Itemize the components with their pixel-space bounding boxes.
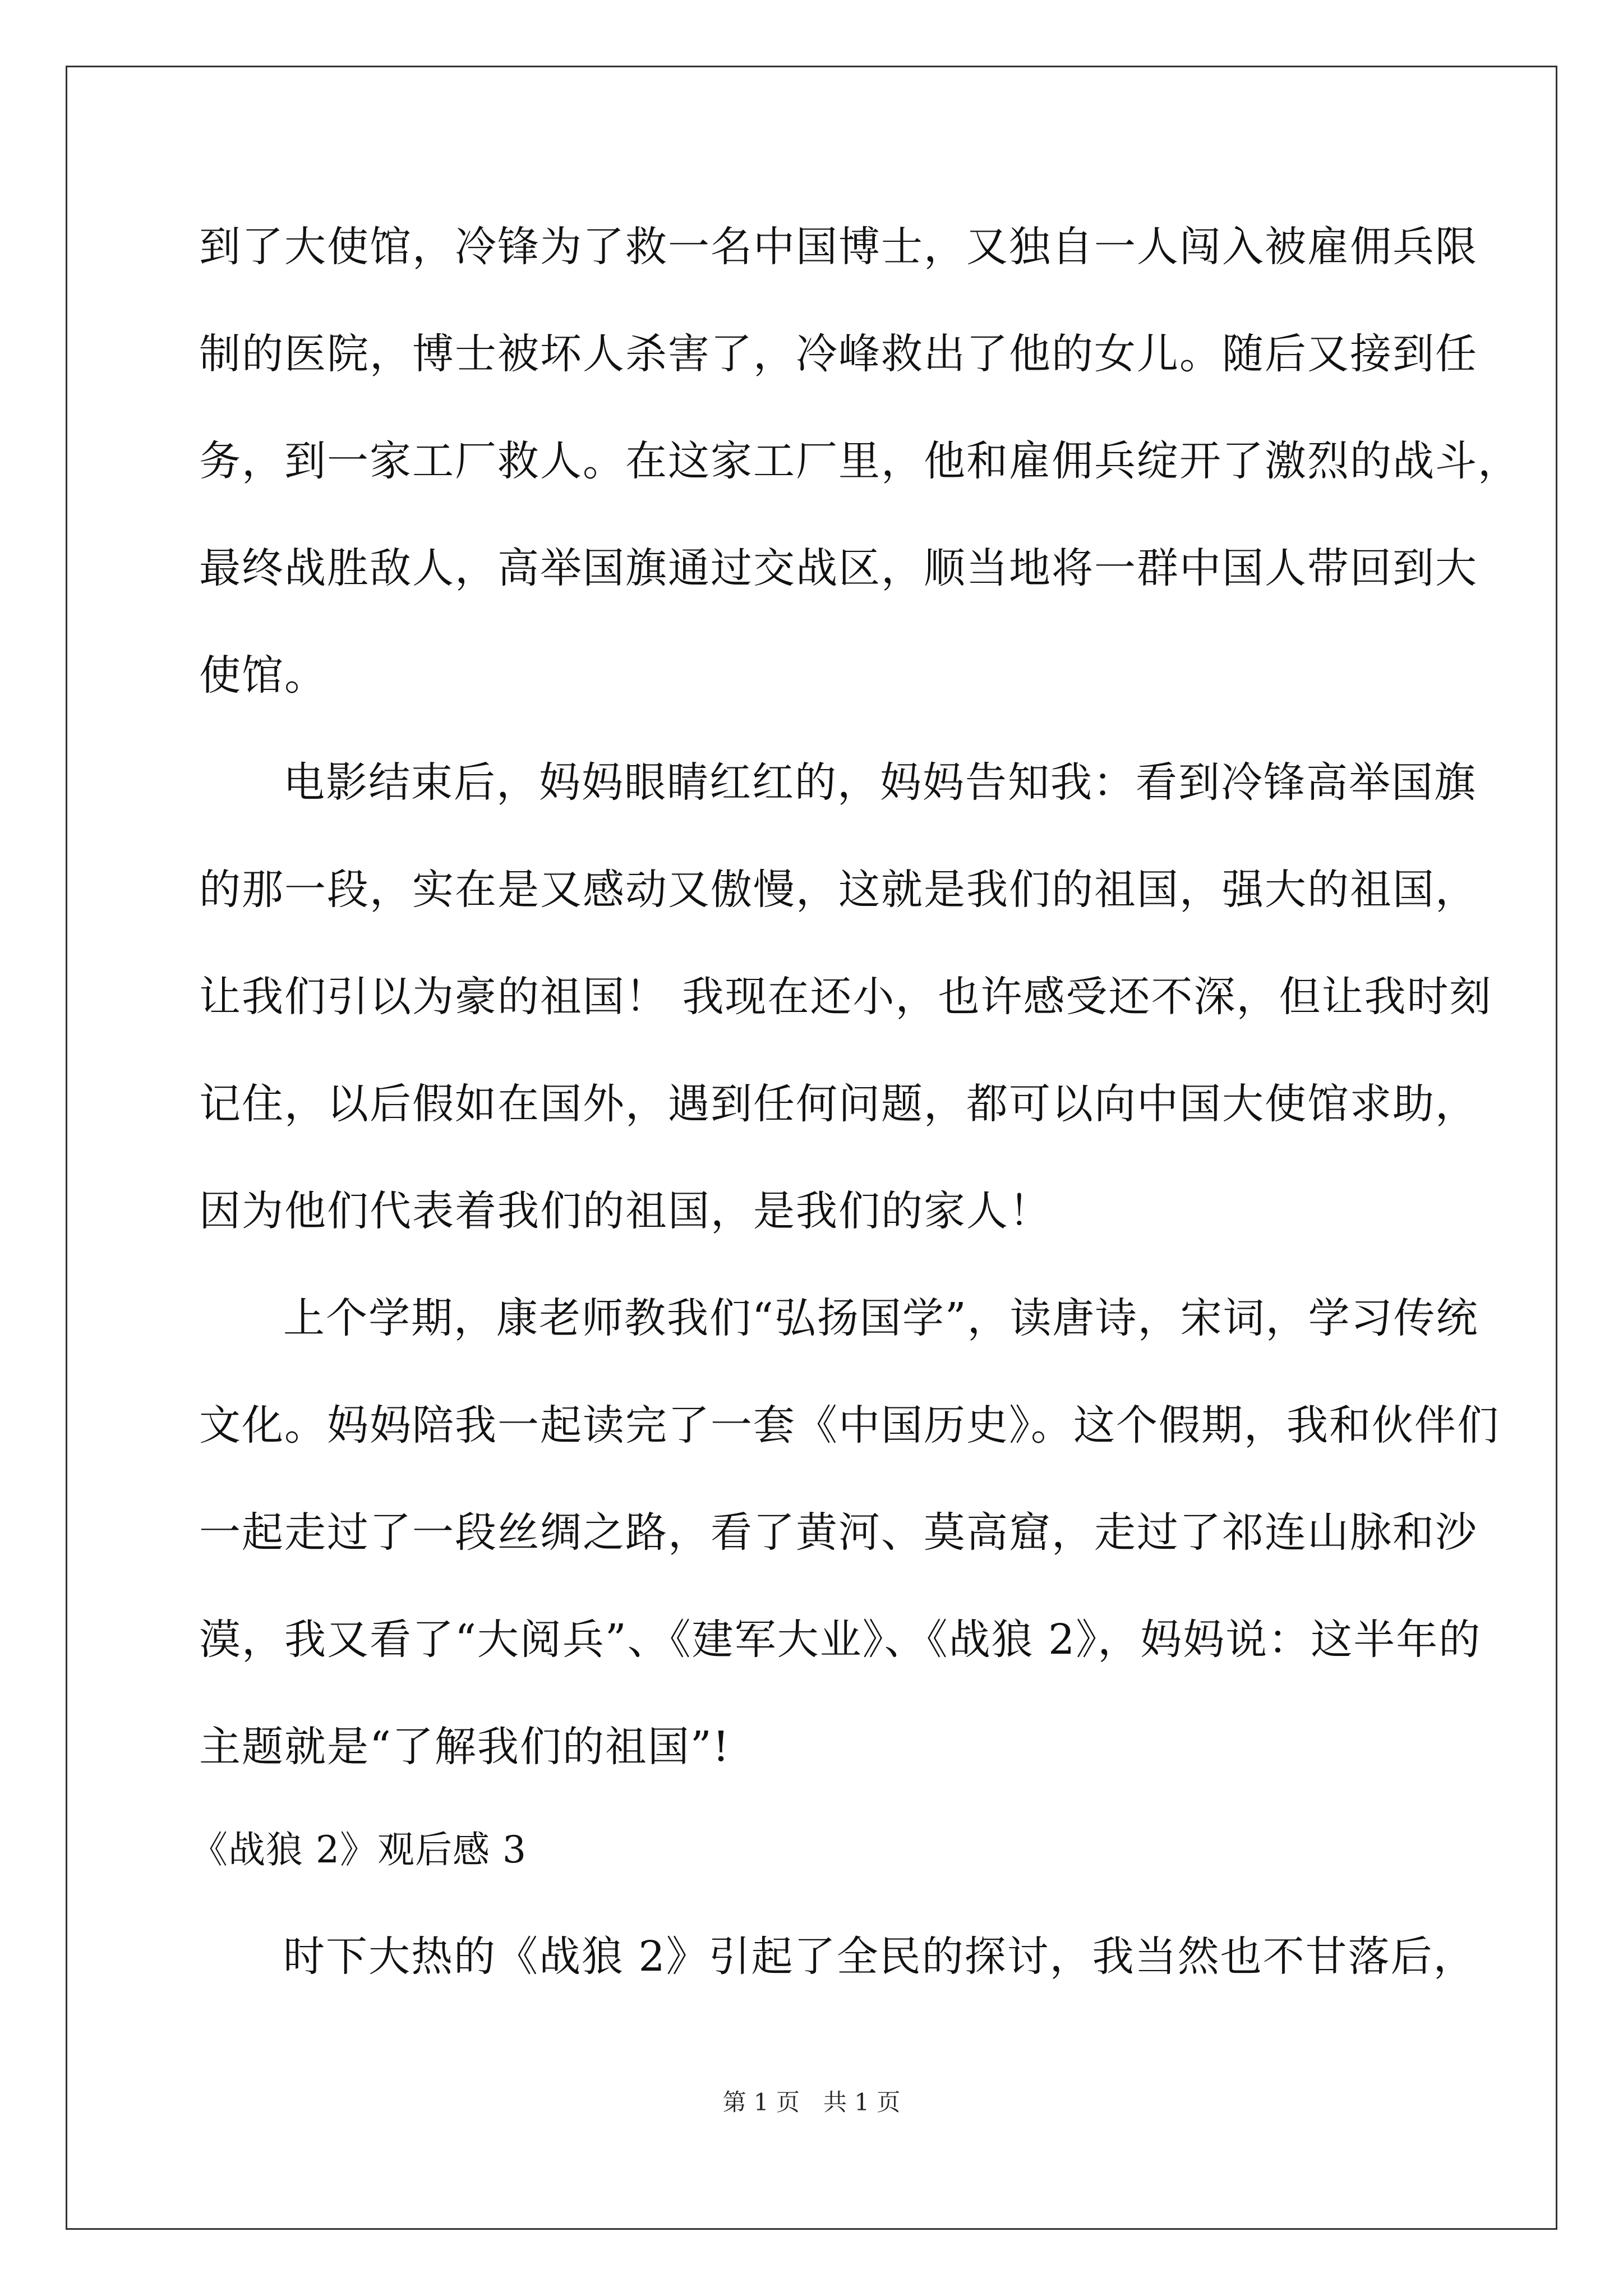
paragraph-line: 的那一段，实在是又感动又傲慢，这就是我们的祖国，强大的祖国， <box>199 866 1478 914</box>
page-number-footer: 第 1 页 共 1 页 <box>722 2088 901 2116</box>
paragraph-line: 到了大使馆，冷锋为了救一名中国博士，又独自一人闯入被雇佣兵限 <box>199 223 1478 271</box>
page-border <box>66 66 1557 2230</box>
paragraph-line: 让我们引以为豪的祖国！ 我现在还小，也许感受还不深，但让我时刻 <box>199 973 1492 1021</box>
paragraph-line: 主题就是“了解我们的祖国”! <box>199 1723 731 1771</box>
paragraph-line: 制的医院，博士被坏人杀害了，冷峰救出了他的女儿。随后又接到任 <box>199 330 1478 378</box>
paragraph-line: 时下大热的《战狼 2》引起了全民的探讨，我当然也不甘落后， <box>283 1932 1476 1981</box>
paragraph-line: 文化。妈妈陪我一起读完了一套《中国历史》。这个假期，我和伙伴们 <box>199 1401 1500 1450</box>
paragraph-line: 最终战胜敌人，高举国旗通过交战区，顺当地将一群中国人带回到大 <box>199 544 1478 592</box>
paragraph-line: 电影结束后，妈妈眼睛红红的，妈妈告知我：看到冷锋高举国旗 <box>283 758 1477 807</box>
paragraph-line: 使馆。 <box>199 651 327 700</box>
section-heading: 《战狼 2》观后感 3 <box>191 1828 527 1871</box>
paragraph-line: 一起走过了一段丝绸之路，看了黄河、莫高窟，走过了祁连山脉和沙 <box>199 1508 1478 1557</box>
paragraph-line: 因为他们代表着我们的祖国，是我们的家人！ <box>199 1187 1052 1235</box>
paragraph-line: 漠，我又看了“大阅兵”、《建军大业》、《战狼 2》，妈妈说：这半年的 <box>199 1616 1482 1664</box>
paragraph-line: 上个学期，康老师教我们“弘扬国学”，读唐诗，宋词，学习传统 <box>283 1294 1479 1342</box>
paragraph-line: 务，到一家工厂救人。在这家工厂里，他和雇佣兵绽开了激烈的战斗， <box>199 437 1520 485</box>
paragraph-line: 记住，以后假如在国外，遇到任何问题，都可以向中国大使馆求助， <box>199 1080 1478 1128</box>
